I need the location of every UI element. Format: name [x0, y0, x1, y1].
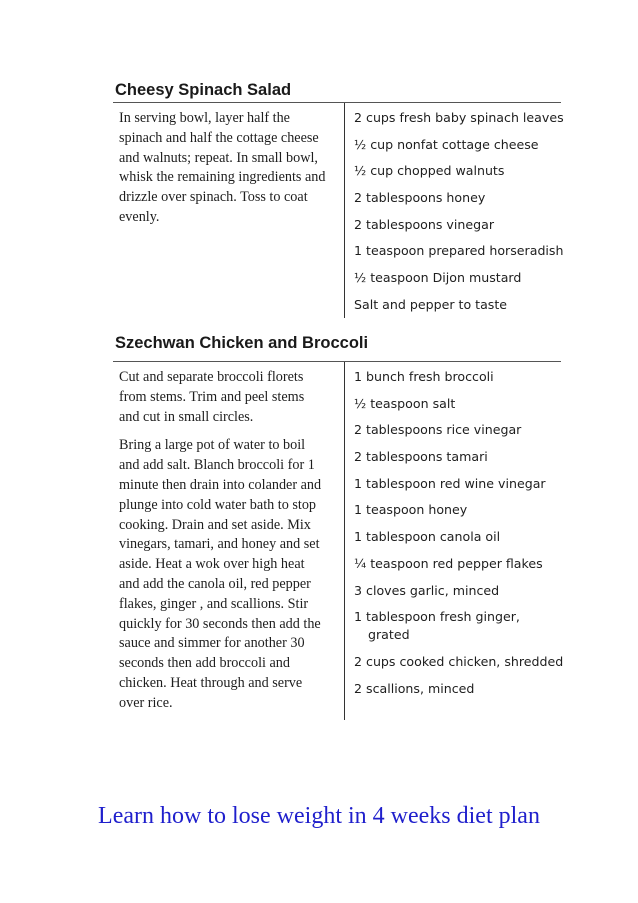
- ingredient-item: 2 scallions, minced: [354, 680, 475, 696]
- ingredient-item: ½ cup nonfat cottage cheese: [354, 136, 539, 152]
- ingredient-item: 2 cups cooked chicken, shredded: [354, 653, 564, 669]
- ingredient-item: 1 tablespoon red wine vinegar: [354, 475, 546, 491]
- ingredient-item: ½ teaspoon Dijon mustard: [354, 270, 522, 286]
- ingredient-item: 1 bunch fresh broccoli: [354, 369, 494, 384]
- ingredient-item: 1 tablespoon canola oil: [354, 529, 501, 545]
- column-divider: [344, 103, 345, 318]
- ingredient-item: 3 cloves garlic, minced: [354, 582, 500, 598]
- ingredient-item: 2 tablespoons rice vinegar: [354, 422, 522, 438]
- ingredient-item: 1 tablespoon fresh ginger, grated: [354, 609, 520, 643]
- ingredient-item: 2 tablespoons tamari: [354, 449, 488, 465]
- ingredient-item: 2 tablespoons honey: [354, 190, 486, 206]
- ingredient-item: Salt and pepper to taste: [354, 296, 508, 312]
- recipe-title: Szechwan Chicken and Broccoli: [115, 334, 369, 352]
- ingredient-item: 2 tablespoons vinegar: [354, 216, 494, 232]
- recipe-title: Cheesy Spinach Salad: [115, 81, 292, 99]
- recipe-szechwan-chicken-broccoli: [113, 331, 564, 723]
- ingredient-item: 2 cups fresh baby spinach leaves: [354, 110, 564, 125]
- ingredient-item: ½ teaspoon salt: [354, 395, 456, 411]
- instruction-paragraph: In serving bowl, layer half the spinach and half the cottage cheese and walnuts; repeat. In small bowl, whisk the remaining ingredients and drizzle over spinach. Toss to coat evenly.: [119, 110, 326, 225]
- instruction-paragraph: Cut and separate broccoli florets from stems. Trim and peel stems and cut in small circles.: [119, 369, 305, 425]
- ingredient-item: ½ cup chopped walnuts: [354, 163, 505, 179]
- instruction-paragraph: Bring a large pot of water to boil and add salt. Blanch broccoli for 1 minute then drain into colander and plunge into cold water bath to stop cooking. Drain and set aside. Mix vinegars, tamari, and honey and set aside. Heat a wok over high heat and add the canola oil, red pepper flakes, ginger , and scallions. Stir quickly for 30 seconds then add the sauce and simmer for another 30 seconds then add broccoli and chicken. Heat through and serve over rice.: [119, 437, 322, 711]
- ingredient-item: 1 teaspoon prepared horseradish: [354, 243, 564, 259]
- ingredient-list: [354, 368, 564, 706]
- recipe-columns: [113, 362, 564, 723]
- ingredient-item: ¼ teaspoon red pepper flakes: [354, 555, 543, 571]
- ingredient-list: [354, 109, 564, 323]
- recipe-instructions: [113, 362, 337, 723]
- recipe-columns: [113, 103, 564, 312]
- diet-plan-link[interactable]: Learn how to lose weight in 4 weeks diet plan: [98, 803, 540, 829]
- column-divider: [344, 362, 345, 720]
- recipe-cheesy-spinach-salad: [113, 78, 564, 312]
- ingredient-item: 1 teaspoon honey: [354, 502, 468, 518]
- recipe-instructions: [113, 103, 337, 237]
